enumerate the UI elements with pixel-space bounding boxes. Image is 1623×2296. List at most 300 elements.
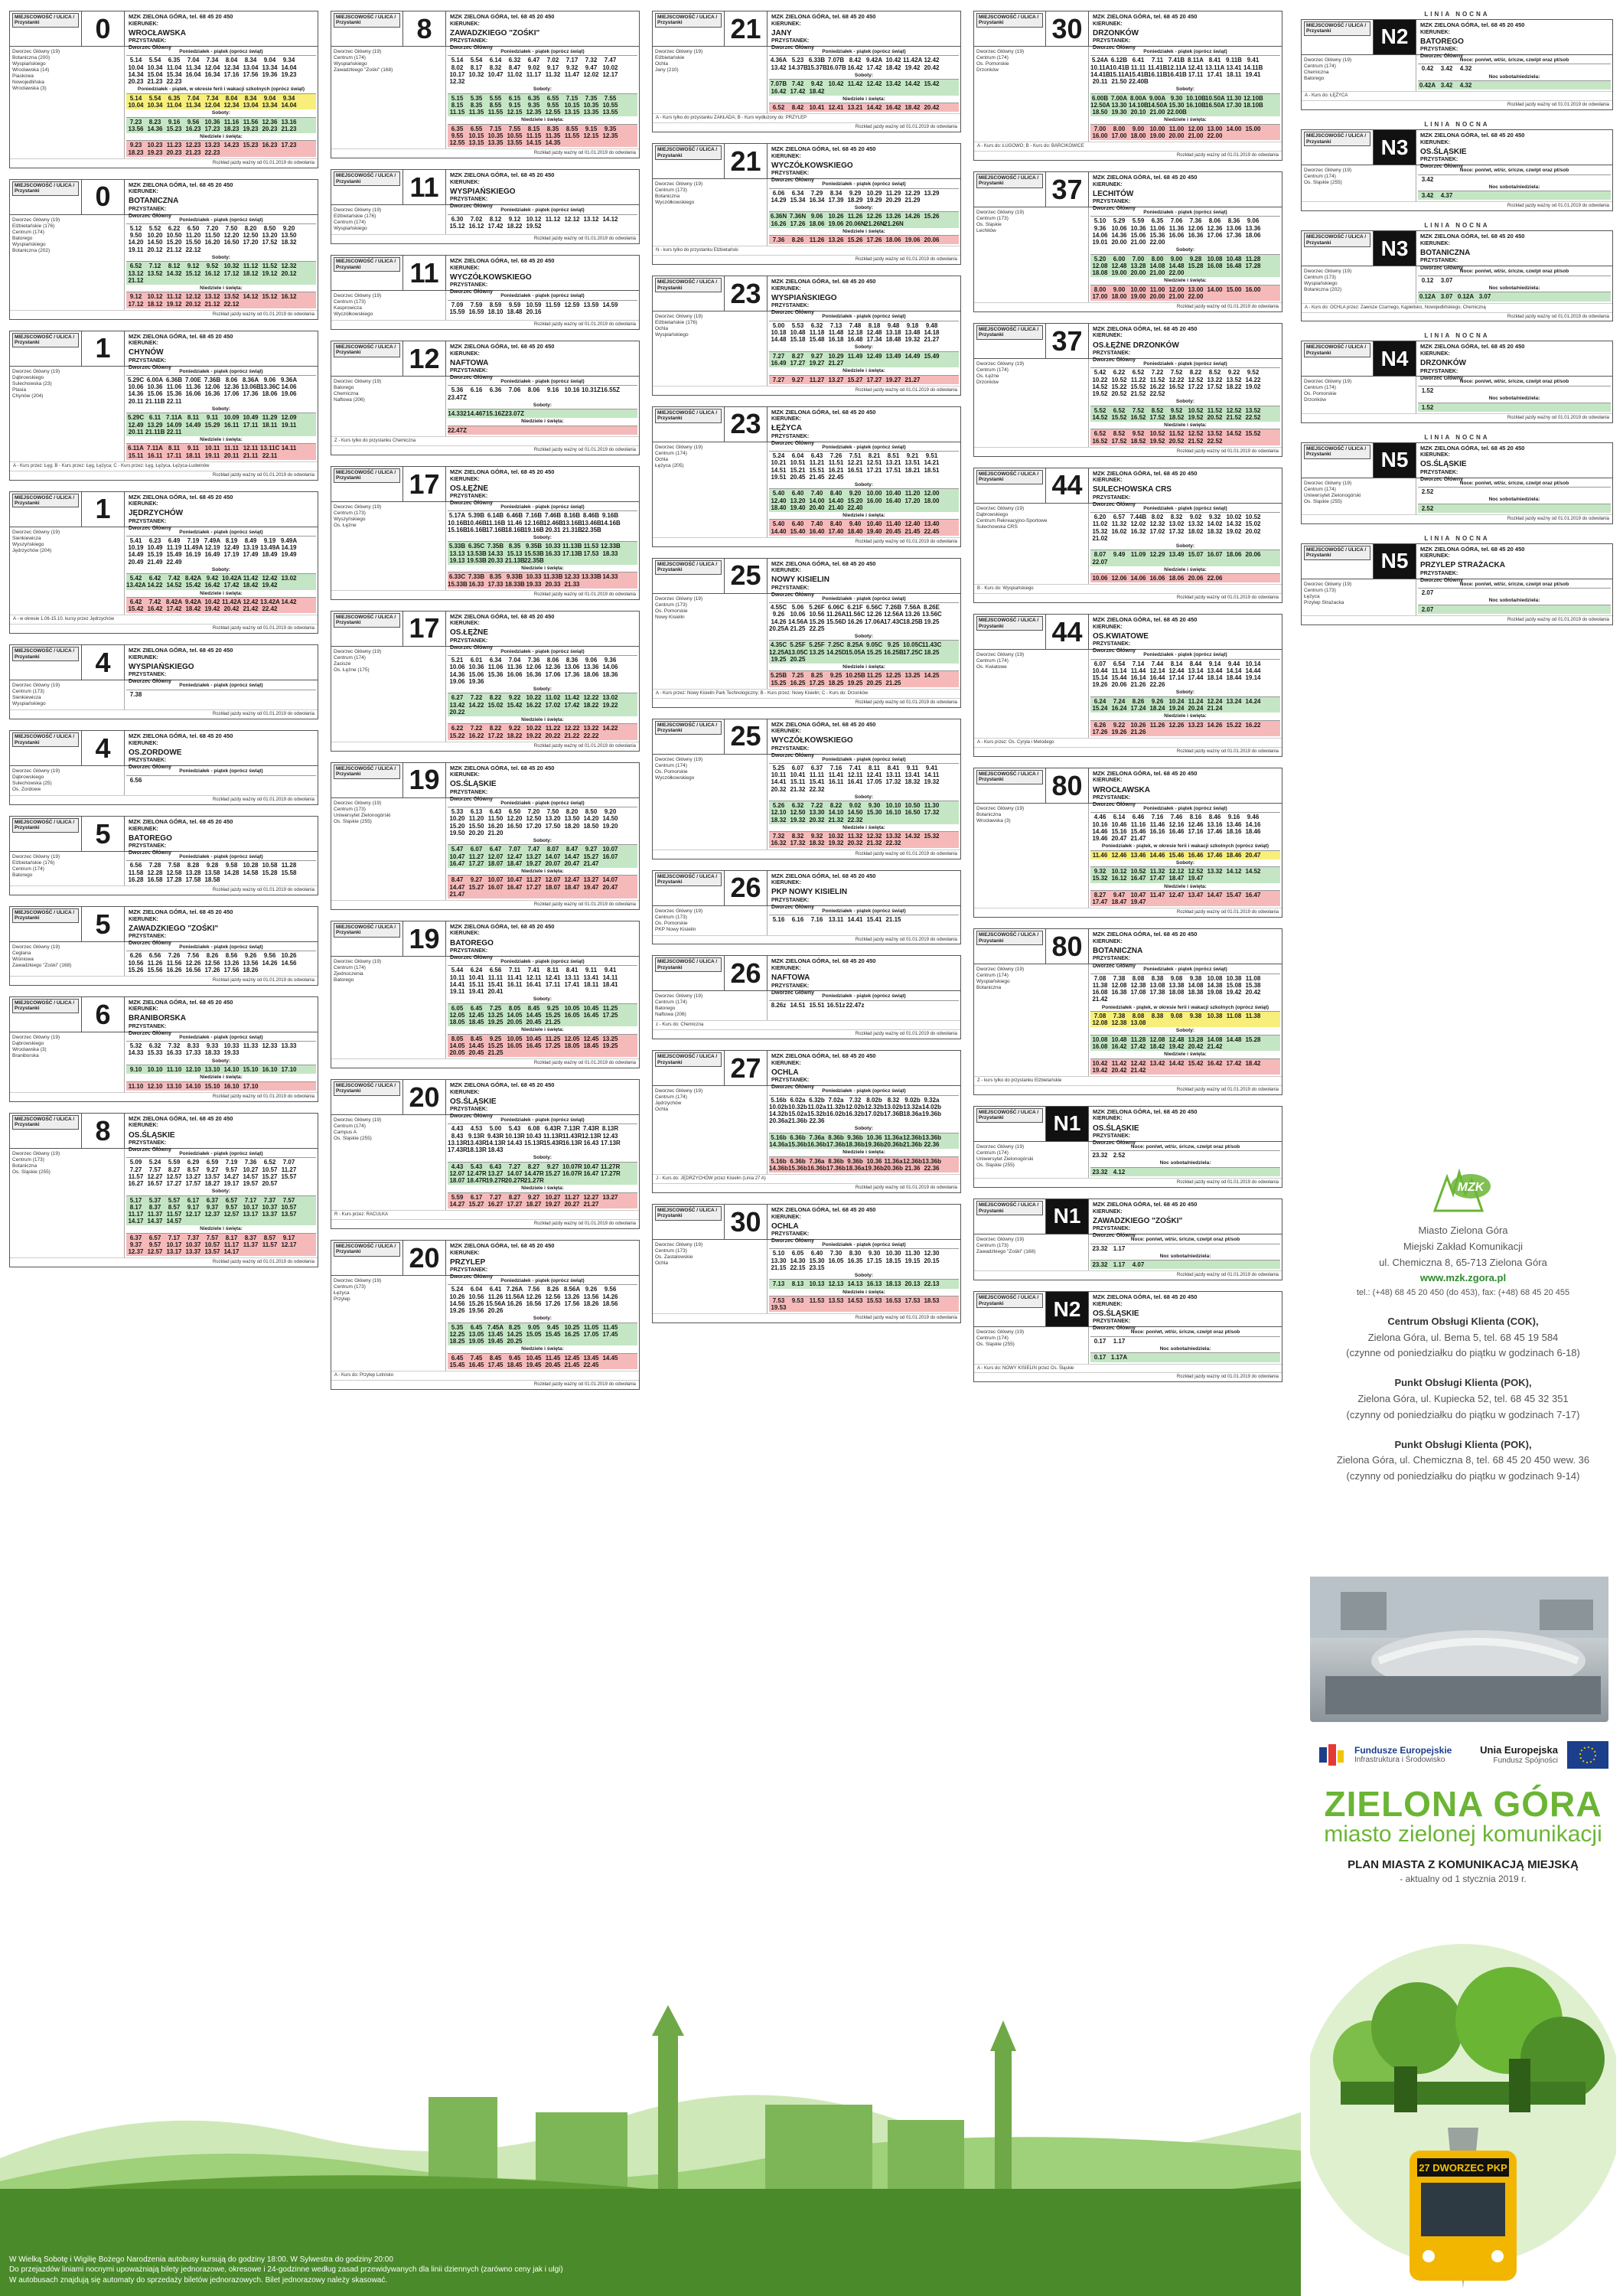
departure-time: 15.19 <box>147 551 163 559</box>
stops-header-label: MIEJSCOWOŚĆ / ULICA / Przystanki <box>1304 546 1370 560</box>
departure-time: 17.32 <box>790 840 806 847</box>
valid-from: Rozkład jazdy ważny od 01.01.2019 do odwołania <box>974 447 1282 456</box>
departure-time: 20.47 <box>1245 851 1261 859</box>
departure-time: 17.12 <box>223 269 240 277</box>
departure-time: 10.32b <box>788 1103 807 1110</box>
departure-time: 18.11 <box>583 980 599 988</box>
departure-time: 15.11 <box>468 980 484 988</box>
stops-header <box>653 407 725 442</box>
departure-time: 9.36b <box>847 1133 863 1141</box>
departure-time: 9.48 <box>925 321 938 329</box>
departure-times <box>446 377 639 436</box>
departure-time: 0.42A <box>1419 82 1436 90</box>
direction-label: KIERUNEK: <box>129 501 158 507</box>
footnote-legend: A - Kurs przez: Łęg; B - Kurs przez: Łęg, Łężyca; C - Kurs przez: Łęg, Łężyca, Łężyca-Ludwinów <box>10 461 318 471</box>
departure-time: 16.22 <box>1149 383 1165 390</box>
departure-time: 15.49 <box>166 551 182 559</box>
departure-time: 9.30 <box>868 802 881 810</box>
destination-block <box>125 731 318 771</box>
night-line-header: LINIA NOCNA <box>1424 11 1490 18</box>
departure-time: 16.12 <box>1111 875 1127 882</box>
departure-time: 9.13R <box>468 1132 485 1140</box>
departure-time: 17.27R <box>601 1169 621 1177</box>
section-title: Niedziele i święta: <box>769 1149 959 1156</box>
operator-line: MZK ZIELONA GÓRA, tel. 68 45 20 450 <box>1420 343 1525 351</box>
time-row <box>448 511 637 534</box>
departure-time: 20.05 <box>507 1018 523 1026</box>
stop-item: Centrum (174) <box>976 1150 1009 1156</box>
stops-header <box>331 11 403 46</box>
direction-name: WYCZÓŁKOWSKIEGO <box>450 272 532 282</box>
departure-time: 11.27 <box>526 876 542 884</box>
departure-time: 11.14 <box>1111 667 1127 674</box>
departure-time: 6.52 <box>263 1159 276 1166</box>
time-row <box>126 776 316 784</box>
departure-time: 12.07 <box>545 876 561 884</box>
departure-time: 9.04 <box>263 94 276 102</box>
stop-item: Dworzec Główny (19) <box>334 1117 382 1124</box>
departure-time: 16.18 <box>828 336 844 344</box>
departure-time: 19.23 <box>281 70 297 78</box>
card-header <box>10 331 318 370</box>
departure-time: 18.47 <box>564 883 580 891</box>
departure-time: 8.52 <box>1113 430 1126 438</box>
departure-time: 11.08 <box>1226 1012 1242 1019</box>
stop-item: Dworzec Główny (19) <box>1304 269 1352 275</box>
departure-time: 7.30 <box>829 1250 842 1257</box>
mzk-logo-icon <box>1429 1163 1498 1217</box>
time-row <box>1090 217 1280 246</box>
departure-time: 17.32 <box>1168 527 1185 535</box>
departure-time: 9.08 <box>1170 1012 1183 1019</box>
departure-time: 16.42 <box>885 104 901 112</box>
operator-line: MZK ZIELONA GÓRA, tel. 68 45 20 450 <box>129 332 233 340</box>
stops-header <box>974 468 1046 503</box>
time-row <box>1090 813 1280 843</box>
departure-time: 8.22 <box>829 802 842 810</box>
departure-time: 7.38 <box>1113 974 1126 982</box>
departure-time: 20.45 <box>790 473 806 481</box>
cok-address: Zielona Góra, ul. Bema 5, tel. 68 45 19 584 <box>1367 1331 1559 1343</box>
line-number: 5 <box>82 907 125 941</box>
departure-time: 10.18 <box>771 328 787 336</box>
departure-time: 7.34 <box>206 94 219 102</box>
stops-header <box>653 956 725 990</box>
departure-time: 4.35C <box>770 641 787 649</box>
time-row <box>448 693 637 716</box>
departure-time: 20.25 <box>507 1337 523 1345</box>
departure-time: 16.42 <box>847 64 863 71</box>
card-body <box>653 311 960 386</box>
departure-time: 16.14 <box>1130 674 1146 681</box>
departure-times <box>125 1032 318 1092</box>
departure-time: 17.34 <box>866 336 882 344</box>
card-header <box>974 1292 1282 1332</box>
direction-name: BOTANICZNA <box>129 197 179 206</box>
departure-time: 20.52 <box>1168 437 1185 445</box>
departure-time: 20.47 <box>564 859 580 867</box>
stop-item: Dworzec Główny (19) <box>12 49 60 54</box>
departure-time: 11.42 <box>243 575 259 582</box>
departure-time: 16.23 <box>262 142 278 149</box>
departure-time: 9.05 <box>527 1323 540 1331</box>
departure-time: 18.52 <box>1130 437 1146 445</box>
departure-time: 17.20 <box>526 822 542 830</box>
departure-time: 15.18 <box>790 336 806 344</box>
departure-time: 9.33 <box>206 1042 219 1050</box>
timetable-card <box>973 1106 1282 1188</box>
valid-from: Rozkład jazdy ważny od 01.01.2019 do odwołania <box>974 302 1282 311</box>
departure-time: 17.33 <box>185 1049 201 1057</box>
stop-name: Dworzec Główny <box>450 45 494 51</box>
section-title: Niedziele i święta: <box>769 664 959 671</box>
stop-item: Dworzec Główny (19) <box>976 360 1025 367</box>
departure-time: 8.32 <box>791 833 804 840</box>
departure-time: 14.52 <box>1245 868 1261 876</box>
departure-time: 13.49A <box>260 544 280 552</box>
departure-times <box>1089 1142 1282 1178</box>
stop-label: PRZYSTANEK: <box>129 843 167 850</box>
departure-time: 21.00 <box>1188 132 1204 139</box>
departure-time: 13.23 <box>1188 721 1204 729</box>
departure-time: 8.23 <box>148 118 161 126</box>
departure-time: 13.57 <box>204 1248 220 1256</box>
departure-time: 6.55 <box>546 94 559 102</box>
departure-time: 17.42 <box>790 87 806 95</box>
departure-time: 11.52 <box>1149 376 1165 383</box>
departure-time: 14.33 <box>487 550 504 557</box>
departure-time: 20.25 <box>790 655 806 663</box>
stops-header <box>10 331 82 366</box>
departure-time: 1.17 <box>1113 1261 1126 1269</box>
departure-time: 6.07 <box>470 846 483 853</box>
stop-label: PRZYSTANEK: <box>1093 199 1131 205</box>
departure-time: 9.57 <box>225 1166 238 1173</box>
departure-time: 17.53 <box>583 550 599 557</box>
departure-time: 13.41 <box>1226 64 1242 71</box>
departure-time: 8.26 <box>791 236 804 244</box>
footnote-legend: R - Kurs przez: RACULKA <box>331 1210 639 1219</box>
departure-times <box>1416 55 1612 91</box>
stop-name: Dworzec Główny <box>771 1084 815 1091</box>
departure-times <box>125 852 318 885</box>
section-title: Noce: pon/wt, wt/śr, śr/czw, czw/pt oraz pt/sob <box>1090 1329 1280 1336</box>
departure-time: 21.27 <box>904 376 921 383</box>
valid-from: Rozkład jazdy ważny od 01.01.2019 do odwołania <box>10 795 318 804</box>
departure-time: 8.27 <box>1093 892 1106 899</box>
departure-time: 14.27 <box>449 1200 465 1208</box>
card-body <box>331 502 639 590</box>
departure-time: 11.27 <box>468 853 484 860</box>
time-row <box>1418 488 1611 496</box>
departure-time: 7.47 <box>604 57 617 64</box>
departure-time: 8.56 <box>225 952 238 960</box>
stop-item: Dworzec Główny (19) <box>655 1088 703 1094</box>
departure-time: 14.00 <box>1226 125 1242 132</box>
departure-time: 17.42 <box>223 582 240 589</box>
departure-time: 7.00E <box>185 377 201 384</box>
departure-time: 8.08 <box>1132 1012 1145 1019</box>
departure-time: 6.05 <box>451 1004 464 1012</box>
departure-time: 14.00 <box>1207 285 1223 293</box>
section-title: Noc sobota/niedziela: <box>1418 395 1611 403</box>
departure-time: 18.43 <box>487 1146 504 1154</box>
departure-time: 0.12A <box>1457 293 1475 301</box>
departure-time: 10.00 <box>1149 125 1165 132</box>
departure-time: 14.12 <box>243 293 259 301</box>
stop-name: Dworzec Główny <box>450 796 494 802</box>
departure-time: 5.52 <box>1093 406 1106 414</box>
stop-item: Elżbietańskie <box>655 55 685 60</box>
departure-time: 5.39B <box>468 512 485 520</box>
departure-time: 8.26 <box>546 1286 559 1293</box>
departure-time: 17.49 <box>243 551 259 559</box>
departure-time: 19.16B <box>524 526 544 533</box>
line-number: 26 <box>725 956 768 990</box>
stops-header-label: MIEJSCOWOŚĆ / ULICA / Przystanki <box>334 257 400 272</box>
departure-time: 5.21 <box>451 657 464 664</box>
departure-time: 17.27 <box>468 859 484 867</box>
website-link[interactable]: www.mzk.zgora.pl <box>1419 1272 1507 1284</box>
departure-time: 16.35 <box>847 1257 863 1264</box>
departure-time: 21.11B <box>145 397 165 405</box>
departure-time: 19.36b <box>865 1141 884 1149</box>
departure-time: 16.41 <box>847 778 863 786</box>
departure-time: 9.32 <box>810 833 823 840</box>
departure-times <box>768 906 960 935</box>
departure-time: 23.32 <box>1092 1152 1108 1159</box>
departure-time: 17.42 <box>564 701 580 709</box>
departure-time: 11.32 <box>1149 868 1165 876</box>
departure-time: 14.23 <box>223 142 240 149</box>
departure-time: 9.41 <box>1247 57 1260 64</box>
departure-time: 11.32 <box>545 70 561 78</box>
departure-time: 6.16 <box>791 915 804 923</box>
departure-time: 12.33 <box>262 1042 278 1050</box>
departure-time: 10.55 <box>602 101 618 109</box>
night-line-header: LINIA NOCNA <box>1424 433 1490 441</box>
departure-time: 7.46 <box>1170 814 1183 821</box>
departure-time: 12.52 <box>1188 868 1204 876</box>
card-body <box>10 47 318 158</box>
departure-time: 10.06 <box>449 664 465 671</box>
departure-time: 16.28 <box>128 876 144 883</box>
time-row <box>769 603 959 633</box>
departure-time: 10.41 <box>809 104 825 112</box>
departure-time: 17.19 <box>223 551 240 559</box>
departure-time: 5.29 <box>1113 217 1126 225</box>
card-header <box>653 407 960 446</box>
stop-item: Centrum (174) <box>655 1094 687 1101</box>
departure-time: 17.56 <box>223 966 240 974</box>
departure-time: 18.15 <box>885 1257 901 1264</box>
pok1-hours: (czynny od poniedziałku do piątku w godzinach 7-17) <box>1346 1408 1580 1420</box>
departure-time: 13.50 <box>281 232 297 240</box>
section-title: Poniedziałek - piątek (oprócz świąt) <box>126 853 316 861</box>
direction-name: OS.ŚLĄSKIE <box>1093 1309 1139 1318</box>
departure-time: 8.27 <box>791 352 804 360</box>
departure-time: 10.38 <box>1226 974 1242 982</box>
departure-time: 11.57 <box>262 1241 278 1248</box>
departure-time: 9.55 <box>546 101 559 109</box>
departure-time: 9.32 <box>1208 514 1221 521</box>
departure-time: 12.19 <box>204 544 220 552</box>
departure-time: 15.41 <box>809 778 825 786</box>
departure-time: 8.02b <box>866 1096 882 1104</box>
departure-time: 19.42 <box>1092 1066 1108 1074</box>
departure-time: 14.49 <box>185 421 201 429</box>
departure-time: 16.36 <box>1188 231 1204 239</box>
section-title: Soboty: <box>126 254 316 262</box>
departure-time: 15.16 <box>1111 827 1127 835</box>
departure-time: 14.34 <box>128 70 144 78</box>
departure-time: 9.12 <box>129 293 142 301</box>
departure-time: 13.16 <box>1207 820 1223 828</box>
timetable-card <box>652 1050 961 1193</box>
departure-time: 8.06 <box>225 377 238 384</box>
time-row <box>448 966 637 996</box>
departure-time: 21.33 <box>564 580 580 588</box>
departure-time: 16.56 <box>526 1300 542 1307</box>
departure-time: 12.47 <box>1168 892 1185 899</box>
departure-time: 16.00 <box>1245 285 1261 293</box>
card-header <box>974 929 1282 969</box>
departure-time: 9.02b <box>904 1096 921 1104</box>
departure-time: 21.29 <box>904 196 921 204</box>
departure-time: 21.47 <box>1130 834 1146 842</box>
stop-item: Botaniczna <box>976 985 1002 991</box>
timetable-column <box>652 11 961 2001</box>
departure-time: 7.07 <box>282 1159 295 1166</box>
section-title: Soboty: <box>1090 859 1280 867</box>
line-number: 30 <box>725 1205 768 1239</box>
departure-times <box>768 752 960 850</box>
stops-header-label: MIEJSCOWOŚĆ / ULICA / Przystanki <box>655 872 722 887</box>
departure-time: 11.30 <box>904 1250 921 1257</box>
section-title: Soboty: <box>126 406 316 413</box>
stop-item: Centrum (174) <box>655 1000 687 1006</box>
departure-time: 3.07 <box>1440 276 1453 284</box>
departure-time: 5.16b <box>771 1133 787 1141</box>
stops-header <box>653 719 725 754</box>
footnote-legend: J - Kurs do: JĘDRZYCHÓW przez Kisielin (Linia 27 A) <box>653 1174 960 1183</box>
stop-name: Dworzec Główny <box>1093 963 1136 969</box>
departure-time: 19.06 <box>828 220 844 227</box>
stops-list <box>974 359 1089 447</box>
departure-time: 7.15 <box>489 125 502 132</box>
departure-time: 17.11 <box>166 452 182 459</box>
departure-time: 10.36 <box>1130 224 1146 232</box>
departure-time: 10.25 <box>564 1323 580 1331</box>
departure-time: 9.17 <box>282 1234 295 1241</box>
stops-header <box>10 817 82 851</box>
departure-time: 6.56 <box>148 952 161 960</box>
card-header <box>653 871 960 910</box>
valid-from: Rozkład jazdy ważny od 01.01.2019 do odwołania <box>331 1058 639 1068</box>
stop-item: Os. Pomorskie <box>655 920 688 926</box>
departure-time: 14.46 <box>1092 827 1108 835</box>
departure-time: 11.26 <box>1149 721 1165 729</box>
time-row <box>1090 974 1280 1004</box>
departure-time: 13.29 <box>147 421 163 429</box>
departure-time: 12.40 <box>904 520 921 528</box>
pok1-title: Punkt Obsługi Klienta (POK), <box>1394 1377 1532 1389</box>
stop-item: Dworzec Główny (19) <box>976 652 1025 658</box>
departure-time: 22.49 <box>166 558 182 566</box>
departure-time: 10.59 <box>526 301 542 308</box>
departure-time: 20.22 <box>545 732 561 739</box>
departure-time: 21.32 <box>828 816 844 823</box>
departure-time: 5.42 <box>1093 369 1106 377</box>
time-row <box>126 292 316 308</box>
departure-time: 12.05 <box>449 1011 465 1019</box>
footnote-legend: A - Kurs do: Przylep Lotnisko <box>331 1371 639 1380</box>
departure-time: 8.38 <box>1151 974 1164 982</box>
departure-time: 15.22 <box>1226 721 1242 729</box>
stops-header-label: MIEJSCOWOŚĆ / ULICA / Przystanki <box>12 647 79 661</box>
destination-block <box>446 11 639 51</box>
card-header <box>653 956 960 996</box>
stop-item: Naftowa (206) <box>655 1012 686 1018</box>
departure-time: 20.11 <box>1092 78 1108 86</box>
section-title: Poniedziałek - piątek, w okresie ferii i wakacji szkolnych (oprócz świąt) <box>1090 1004 1280 1012</box>
pok1-address: Zielona Góra, ul. Kupiecka 52, tel. 68 45 32 351 <box>1357 1392 1569 1404</box>
time-row <box>126 598 316 613</box>
departure-time: 15.27 <box>468 883 484 891</box>
departure-time: 20.10 <box>1130 109 1146 116</box>
footnote-legend: A - Kurs do: ŁĘŻYCA <box>1302 91 1612 100</box>
departure-time: 9.59 <box>508 301 521 308</box>
departure-time: 14.26 <box>262 959 278 967</box>
timetable-card <box>331 1240 640 1390</box>
direction-name: PRZYLEP <box>450 1257 486 1267</box>
departure-time: 15.22 <box>449 732 465 739</box>
departure-time: 19.27R <box>486 1177 506 1185</box>
line-number: 11 <box>403 170 446 204</box>
valid-from: Rozkład jazdy ważny od 01.01.2019 do odwołania <box>331 900 639 909</box>
operator-line: MZK ZIELONA GÓRA, tel. 68 45 20 450 <box>771 720 876 728</box>
departure-time: 21.11 <box>243 452 259 459</box>
departure-time: 8.15 <box>527 125 540 132</box>
destination-block <box>768 407 960 446</box>
departure-time: 7.36 <box>527 657 540 664</box>
stop-item: Zawadzkiego "Zośki" (168) <box>334 67 393 73</box>
stops-header <box>974 929 1046 964</box>
departure-time: 21.26N <box>884 220 904 227</box>
departure-time: 10.45 <box>526 1035 542 1042</box>
departure-time: 14.37B <box>788 64 808 71</box>
departure-time: 6.17 <box>470 1193 483 1201</box>
departure-time: 8.36 <box>1227 217 1240 225</box>
valid-from: Rozkład jazdy ważny od 01.01.2019 do odwołania <box>331 590 639 599</box>
departure-times <box>768 1240 960 1314</box>
departure-time: 12.07 <box>449 1169 465 1177</box>
stops-list <box>653 311 768 386</box>
valid-from: Rozkład jazdy ważny od 01.01.2019 do odwołania <box>1302 100 1612 109</box>
departure-time: 9.10 <box>129 1066 142 1074</box>
departure-time: 19.13 <box>449 556 465 564</box>
departure-time: 19.51 <box>771 473 787 481</box>
departure-time: 10.44 <box>1092 667 1108 674</box>
time-row <box>448 56 637 86</box>
departure-time: 16.56 <box>185 966 201 974</box>
departure-time: 14.42 <box>281 598 297 606</box>
departure-time: 18.36a <box>903 1110 922 1118</box>
departure-time: 15.45 <box>545 1330 561 1338</box>
stop-item: Dworzec Główny (19) <box>334 958 382 964</box>
departure-time: 18.32 <box>809 840 825 847</box>
departure-time: 11.06 <box>487 664 504 671</box>
